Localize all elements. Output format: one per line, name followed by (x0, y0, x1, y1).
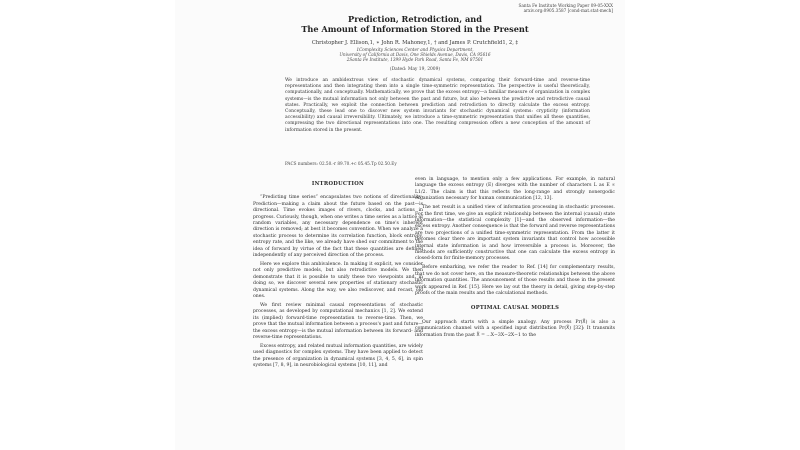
affiliation-line-2: University of California at Davis, One Shields Avenue, Davis, CA 95616 (339, 52, 491, 57)
paragraph: Here we explore this ambivalence. In making it explicit, we consider not only predictive models, but also retrodictive models. We then demonstrate that it is possible to unify these two viewpoints and, in doing so, we discover several new properties of stationary stochastic dynamical systems. Along the way, we also rediscover, and recast, old ones. (253, 261, 423, 299)
paragraph: The net result is a unified view of information processing in stochastic processes. For the first time, we give an explicit relationship between the internal (causal) state information—the statistical complexity [1]—and the observed information—the excess entropy. Another consequence is that the forward and reverse representations are two projections of a unified time-symmetric representation. From the latter it becomes clear there are important system invariants that control how accessible internal state information is and how irreversible a process is. Moreover, the methods are sufficiently constructive that one can calculate the excess entropy in closed-form for finite-memory processes. (415, 205, 615, 262)
paper-title (255, 14, 575, 34)
working-paper-header (519, 3, 613, 14)
left-column (253, 177, 423, 372)
paragraph: Excess entropy, and related mutual information quantities, are widely used diagnostics for complex systems. They have been applied to detect the presence of organization in dynamical systems [3, 4, 5, 6], in spin systems [7, 8, 9], in neurobiological systems [10, 11], and (253, 343, 423, 369)
pacs-numbers: PACS numbers: 02.50.-r 89.70.+c 05.45.Tp 02.50.Ey (285, 161, 397, 166)
title-line-2: The Amount of Information Stored in the Present (301, 24, 529, 34)
abstract: We introduce an ambidextrous view of stochastic dynamical systems, comparing their forward-time and reverse-time representations and then integrating them into a single time-symmetric representation. The perspective is useful theoretically, computationally, and conceptually. Mathematically, we prove that the excess entropy—a familiar measure of organization in complex systems—is the mutual information not only between the past and future, but also between the predictive and retrodictive causal states. Practically, we exploit the connection between prediction and retrodiction to directly calculate the excess entropy. Conceptually, these lead one to discover new system invariants for stochastic dynamical systems: crypticity (information accessibility) and causal irreversibility. Ultimately, we introduce a time-symmetric representation that unifies all these quantities, compressing the two directional representations into one. The resulting compression offers a new conception of the amount of information stored in the present. (285, 78, 590, 133)
paragraph: Before embarking, we refer the reader to Ref. [14] for complementary results, that we do not cover here, on the measure-theoretic relationships between the above information quantities. The announcement of those results and those in the present work appeared in Ref. [15]. Here we lay out the theory in detail, giving step-by-step proofs of the main results and the calculational methods. (415, 265, 615, 296)
paper-page (175, 0, 625, 450)
left-background-band (0, 0, 175, 450)
header-line-2: arxiv.org:0905.3587 [cond-mat.stat-mech] (523, 8, 613, 14)
right-background-band (625, 0, 800, 450)
dated-line: (Dated: May 19, 2009) (389, 67, 441, 72)
header-line-1: Santa Fe Institute Working Paper 09-05-XXX (518, 3, 613, 8)
authors: Christopher J. Ellison,1, ∗ John R. Mahoney,1, † and James P. Crutchfield1, 2, ‡ (311, 40, 519, 46)
paragraph: even in language, to mention only a few applications. For example, in natural language the excess entropy (E) diverges with the number of characters L as E ∝ L1/2. The claim is that this reflects the long-range and strongly nonergodic organization necessary for human communication [12, 13]. (415, 177, 615, 202)
paragraph: We first review minimal causal representations of stochastic processes, as developed by computational mechanics [1, 2]. We extend its (implied) forward-time representation to reverse-time. Then, we prove that the mutual information between a process's past and future—the excess entropy—is the mutual information between its forward- and reverse-time representations. (253, 302, 423, 340)
right-column (415, 177, 615, 341)
section-title-optimal-causal-models: OPTIMAL CAUSAL MODELS (470, 305, 560, 312)
affiliations (255, 47, 575, 62)
paragraph: “Predicting time series” encapsulates two notions of directionality: Prediction—making a claim about the future based on the past—is directional. Time evokes images of rivers, clocks, and actions in progress. Curiously, though, when one writes a time series as a lattice of random variables, any necessary dependence on time's inherent direction is removed; at best it becomes convention. When we analyze a stochastic process to determine its correlation function, block entropy, entropy rate, and the like, we already have shed our commitment to the idea of forward by virtue of the fact that these quantities are defined independently of any perceived direction of the process. (253, 195, 423, 259)
title-line-1: Prediction, Retrodiction, and (348, 14, 482, 24)
affiliation-line-1: 1Complexity Sciences Center and Physics Department, (356, 47, 474, 52)
section-title-introduction: INTRODUCTION (311, 181, 365, 187)
paragraph: Our approach starts with a simple analogy. Any process Pr(X⃡) is also a communication channel with a specified input distribution Pr(X⃖) [32]: It transmits information from the past X⃖ = ...X−3X−2X−1 to the (415, 319, 615, 338)
affiliation-line-3: 2Santa Fe Institute, 1399 Hyde Park Road, Santa Fe, NM 87501 (346, 57, 484, 62)
